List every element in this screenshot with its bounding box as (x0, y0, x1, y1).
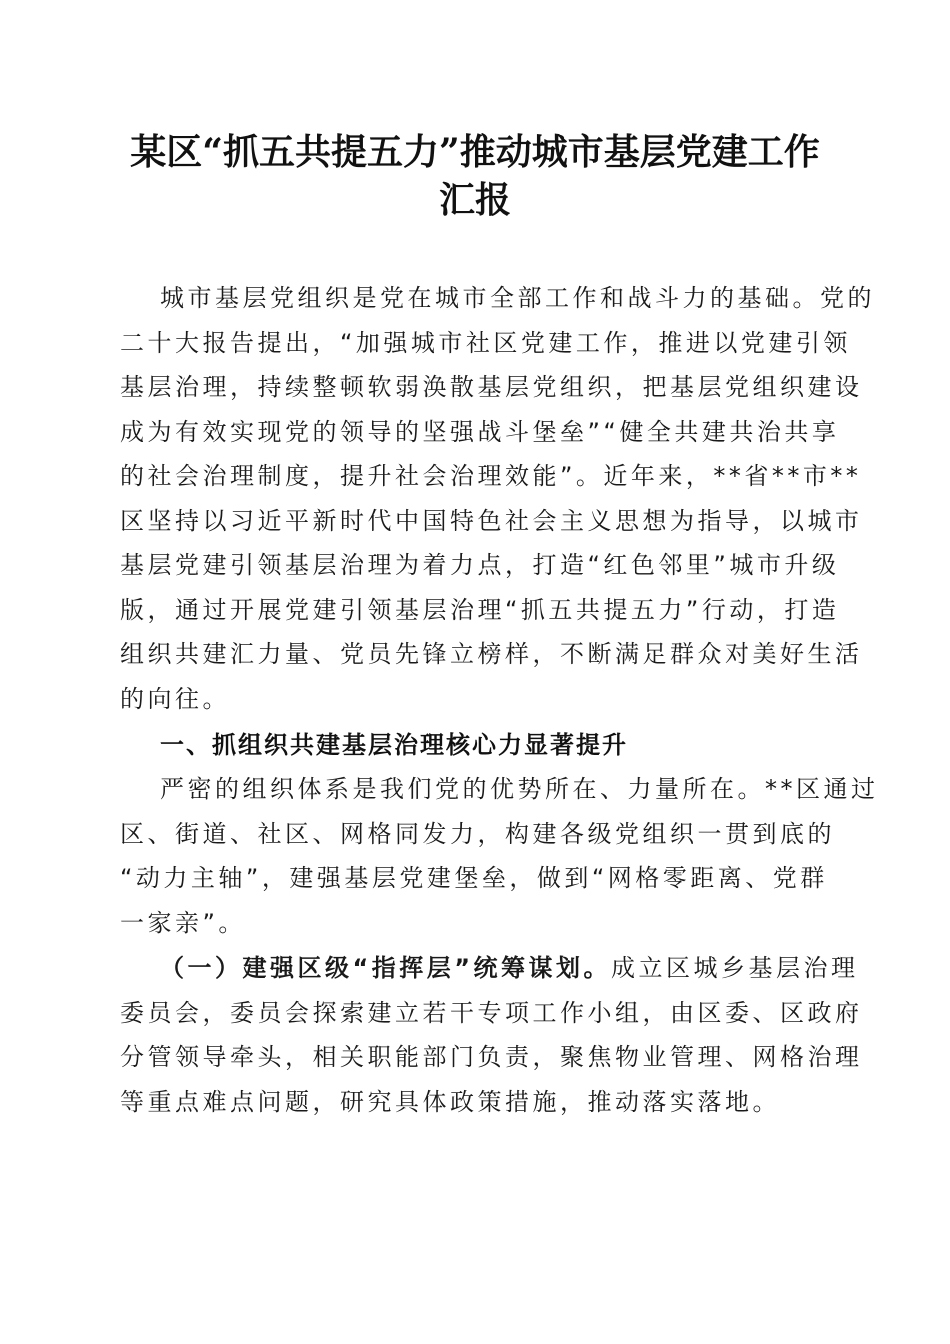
paragraph-line: 的向往。 (120, 684, 230, 713)
paragraph-line: 委员会，委员会探索建立若干专项工作小组，由区委、区政府 (120, 998, 863, 1027)
title-line-1: 某区“抓五共提五力”推动城市基层党建工作 (130, 131, 820, 173)
paragraph-line: 城市基层党组织是党在城市全部工作和战斗力的基础。党的 (160, 284, 875, 312)
title-line-2: 汇报 (438, 179, 511, 221)
paragraph-line: 成为有效实现党的领导的坚强战斗堡垒”“健全共建共治共享 (120, 417, 840, 446)
paragraph-line: 一家亲”。 (120, 908, 246, 937)
subsection-heading: （一）建强区级“指挥层”统筹谋划。 (160, 954, 612, 982)
paragraph-line: 二十大报告提出，“加强城市社区党建工作，推进以党建引领 (120, 328, 851, 357)
paragraph-line: 基层党建引领基层治理为着力点，打造“红色邻里”城市升级 (120, 551, 840, 579)
intro-paragraph (120, 276, 875, 721)
paragraph-line: “动力主轴”，建强基层党建堡垒，做到“网格零距离、党群 (120, 864, 828, 892)
paragraph-line: 基层治理，持续整顿软弱涣散基层党组织，把基层党组织建设 (120, 373, 863, 401)
paragraph-line: 版，通过开展党建引领基层治理“抓五共提五力”行动，打造 (120, 595, 840, 624)
paragraph-line: 分管领导牵头，相关职能部门负责，聚焦物业管理、网格治理 (120, 1043, 863, 1071)
paragraph-line: 的社会治理制度，提升社会治理效能”。近年来，**省**市** (120, 462, 862, 490)
paragraph-line: 区坚持以习近平新时代中国特色社会主义思想为指导，以城市 (120, 506, 863, 535)
section1-paragraph (120, 767, 879, 945)
paragraph-line: 组织共建汇力量、党员先锋立榜样，不断满足群众对美好生活 (120, 640, 863, 668)
subsection-text: 成立区城乡基层治理 (611, 954, 859, 982)
document-title (100, 128, 850, 224)
paragraph-line: 等重点难点问题，研究具体政策措施，推动落实落地。 (120, 1087, 780, 1116)
paragraph-line (120, 946, 859, 991)
paragraph-line: 区、街道、社区、网格同发力，构建各级党组织一贯到底的 (120, 819, 835, 848)
paragraph-line: 严密的组织体系是我们党的优势所在、力量所在。**区通过 (160, 775, 879, 803)
section-heading: 一、抓组织共建基层治理核心力显著提升 (160, 731, 628, 759)
subsection1-paragraph (120, 946, 863, 1124)
